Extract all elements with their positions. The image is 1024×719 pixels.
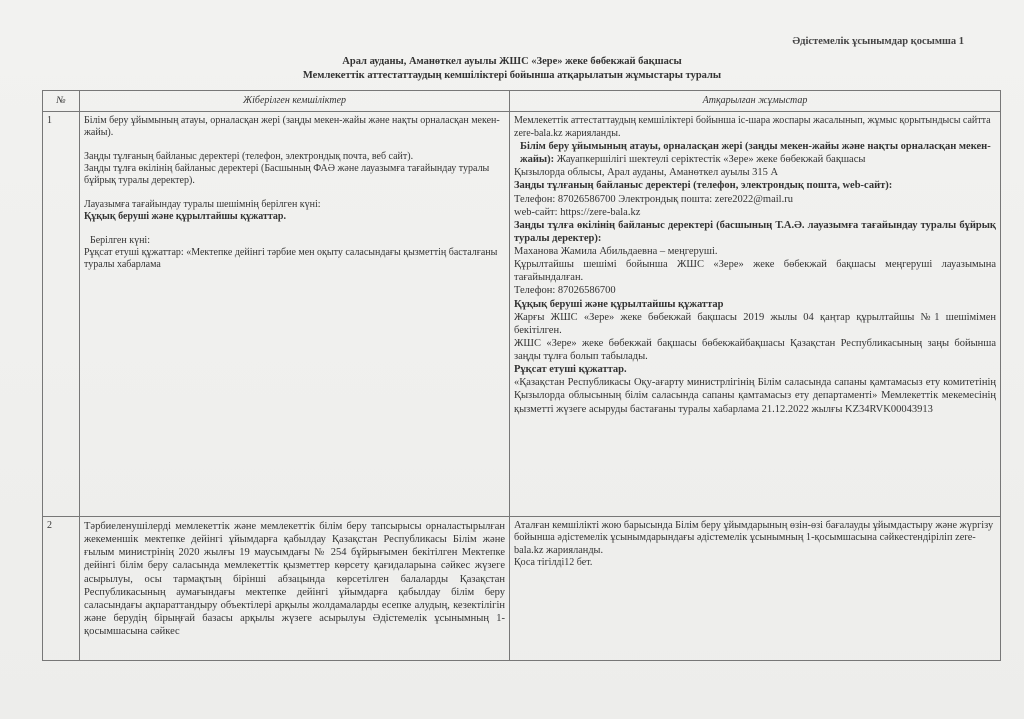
deficiency-item: Білім беру ұйымының атауы, орналасқан жері (заңды мекен-жайы және нақты орналасқан мекен-жайы). xyxy=(84,115,500,138)
works-text: Қызылорда облысы, Арал ауданы, Аманөткел ауылы 315 А xyxy=(514,167,779,179)
works-cell xyxy=(510,517,1001,661)
deficiency-item: Берілген күні: xyxy=(90,235,150,246)
deficiency-cell xyxy=(80,112,510,517)
works-text: Жауапкершілігі шектеулі серіктестік «Зере» жеке бөбекжай бақшасы xyxy=(556,154,866,166)
works-text: ЖШС «Зере» жеке бөбекжай бақшасы бөбекжайбақшасы Қазақстан Республикасының заңы бойынша заңды тұлға болып табылады. xyxy=(514,337,996,362)
works-heading: Заңды тұлға өкілінің байланыс деректері (басшының Т.А.Ә. лауазымға тағайындау туралы бұйрық туралы деректер): xyxy=(514,219,996,244)
works-text: Телефон: 87026586700 Электрондық пошта: zere2022@mail.ru xyxy=(514,193,793,205)
row-number: 2 xyxy=(43,517,80,661)
works-cell xyxy=(510,112,1001,517)
deficiencies-table xyxy=(42,90,1001,661)
document-subtitle: Мемлекеттік аттестаттаудың кемшіліктері бойынша атқарылатын жұмыстары туралы xyxy=(302,70,722,81)
works-text: Жарғы ЖШС «Зере» жеке бөбекжай бақшасы 2019 жылы 04 қаңтар құрылтайшы №1 шешімімен бекітілген. xyxy=(514,311,996,336)
header-works-done: Атқарылған жұмыстар xyxy=(510,91,1001,112)
works-text: Қоса тігілді12 бет. xyxy=(514,557,593,569)
deficiency-item: Заңды тұлға өкілінің байланыс деректері (Басшының ФАӘ және лауазымға тағайындау туралы бұйрық туралы деректер). xyxy=(84,163,490,186)
table-row xyxy=(43,517,1001,661)
deficiency-item: Құқық беруші және құрылтайшы құжаттар. xyxy=(84,211,286,222)
works-text: Құрылтайшы шешімі бойынша ЖШС «Зере» жеке бөбекжай бақшасы меңгеруші лауазымына тағайындалған. xyxy=(514,259,996,284)
table-header-row xyxy=(43,91,1001,112)
works-heading: Рұқсат етуші құжаттар. xyxy=(514,364,627,376)
header-number: № xyxy=(43,91,80,112)
deficiency-item: Заңды тұлғаның байланыс деректері (телефон, электрондық почта, веб сайт). xyxy=(84,151,414,162)
works-heading: Білім беру ұйымының атауы, орналасқан жері (заңды мекен-жайы және нақты орналасқан мекен-жайы): xyxy=(520,141,991,166)
works-heading: Құқық беруші және құрылтайшы құжаттар xyxy=(514,298,724,310)
row-number: 1 xyxy=(43,112,80,517)
works-text: Маханова Жамила Абильдаевна – меңгеруші. xyxy=(514,246,718,257)
works-intro: Мемлекеттік аттестаттаудың кемшіліктері бойынша іс-шара жоспары жасалынып, жұмыс қорытындысы сайтта zere-bala.kz жарияланды. xyxy=(514,115,991,139)
deficiency-cell: Тәрбиеленушілерді мемлекеттік және мемлекеттік білім беру тапсырысы орналастырылған жекеменшік мектепке дейінгі ұйымдарға қабылдау Қазақстан Республикасы Білім және ғылым министрінің 2020 жылғы 19 маусымдағы № 254 бұйрығымен бекітілген Мектепке дейінгі білім беру саласында мемлекеттік қызметтер көрсету қағидаларына сәйкес жүзеге асырылуы, осы тармақтың бірінші абзацында көрсетілген балаларды Қазақстан Республикасының аумағындағы мектепке дейінгі ұйымдарға қабылдау білім беру саласындағы ақпараттандыру объектілері арқылы жолдамаларды есепке алудың, кезектілігін және берудің бірыңғай базасы арқылы жүзеге асырылуы Әдістемелік ұсынымның 1-қосымшасына сәйкес xyxy=(80,517,510,661)
document-title: Арал ауданы, Аманөткел ауылы ЖШС «Зере» жеке бөбекжай бақшасы xyxy=(342,56,682,67)
works-text: Телефон: 87026586700 xyxy=(514,285,616,297)
appendix-label: Әдістемелік ұсынымдар қосымша 1 xyxy=(792,36,964,47)
works-text: web-сайт: https://zere-bala.kz xyxy=(514,206,641,218)
table-row xyxy=(43,112,1001,517)
header-deficiencies: Жіберілген кемшіліктер xyxy=(80,91,510,112)
works-heading: Заңды тұлғаның байланыс деректері (телефон, электрондық пошта, web-сайт): xyxy=(514,180,893,192)
works-text: Аталған кемшілікті жою барысында Білім беру ұйымдарының өзін-өзі бағалауды ұйымдастыру және жүргізу бойынша әдістемелік ұсынымдарындағы әдістемелік ұсынымның 1-қосымшасына сәйкестендіріліп zere-bala.kz жарияланды. xyxy=(514,520,994,556)
works-text: «Қазақстан Республикасы Оқу-ағарту министрлігінің Білім саласында сапаны қамтамасыз ету комитетінің Қызылорда облысының білім саласында сапаны қамтамасыз ету департаменті» Мемлекеттік мекемесінің қызметті жүзеге асыруды бастағаны туралы хабарлама 21.12.2022 жылғы KZ34RVK00043913 xyxy=(514,377,996,415)
deficiency-item: Рұқсат етуші құжаттар: «Мектепке дейінгі тәрбие мен оқыту саласындағы қызметтің басталғаны туралы хабарлама xyxy=(84,247,498,270)
deficiency-item: Лауазымға тағайындау туралы шешімнің берілген күні: xyxy=(84,199,321,210)
